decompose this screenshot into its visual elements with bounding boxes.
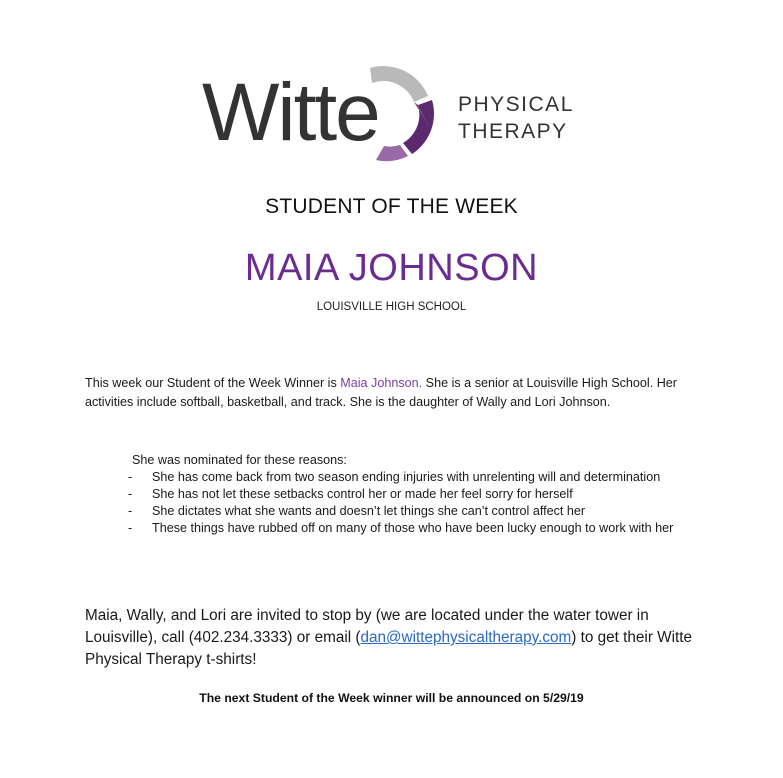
- intro-text-end: She is a senior at Louisville High School. Her activities include softball, basketball, and track. She is the daughter of Wally and Lori Johnson.: [85, 376, 677, 409]
- reason-text: She dictates what she wants and doesn’t let things she can’t control affect her: [152, 504, 586, 518]
- invite-text-start: Maia, Wally, and Lori are invited to stop by (we are located under the water tower in Louisville), call (402.234.3333) or email (: [85, 607, 649, 646]
- email-link[interactable]: dan@wittephysicaltherapy.com: [360, 629, 572, 646]
- nomination-lead: She was nominated for these reasons:: [132, 453, 347, 467]
- reason-text: She has come back from two season ending injuries with unrelenting will and determination: [152, 470, 661, 484]
- list-item: [128, 503, 692, 520]
- witte-logo-graphic: [200, 56, 600, 166]
- page-title: STUDENT OF THE WEEK: [265, 195, 518, 218]
- invite-paragraph: [85, 605, 725, 671]
- logo-wordmark: Witte: [202, 67, 379, 158]
- student-name: MAIA JOHNSON: [244, 247, 539, 289]
- announcement-note: The next Student of the Week winner will be announced on 5/29/19: [199, 691, 584, 705]
- list-item: [128, 520, 692, 537]
- intro-text-start: This week our Student of the Week Winner is: [85, 376, 341, 390]
- logo-tagline-therapy: THERAPY: [458, 120, 568, 143]
- intro-paragraph: [85, 374, 705, 412]
- intro-student-name: Maia Johnson.: [340, 376, 423, 390]
- bullet-dash: -: [128, 504, 133, 518]
- nomination-section: [128, 452, 692, 537]
- list-item: [128, 486, 692, 503]
- list-item: [128, 469, 692, 486]
- school-name: LOUISVILLE HIGH SCHOOL: [316, 301, 467, 313]
- reason-text: She has not let these setbacks control her or made her feel sorry for herself: [152, 487, 573, 501]
- bullet-dash: -: [128, 521, 133, 535]
- bullet-dash: -: [128, 487, 133, 501]
- reasons-list: [128, 469, 692, 537]
- invite-text-end: ) to get their Witte Physical Therapy t-shirts!: [85, 629, 693, 668]
- logo-arc-icon: [370, 66, 434, 161]
- logo-tagline-physical: PHYSICAL: [458, 93, 574, 116]
- reason-text: These things have rubbed off on many of those who have been lucky enough to work with her: [152, 521, 674, 535]
- witte-logo: [200, 56, 600, 166]
- bullet-dash: -: [128, 470, 133, 484]
